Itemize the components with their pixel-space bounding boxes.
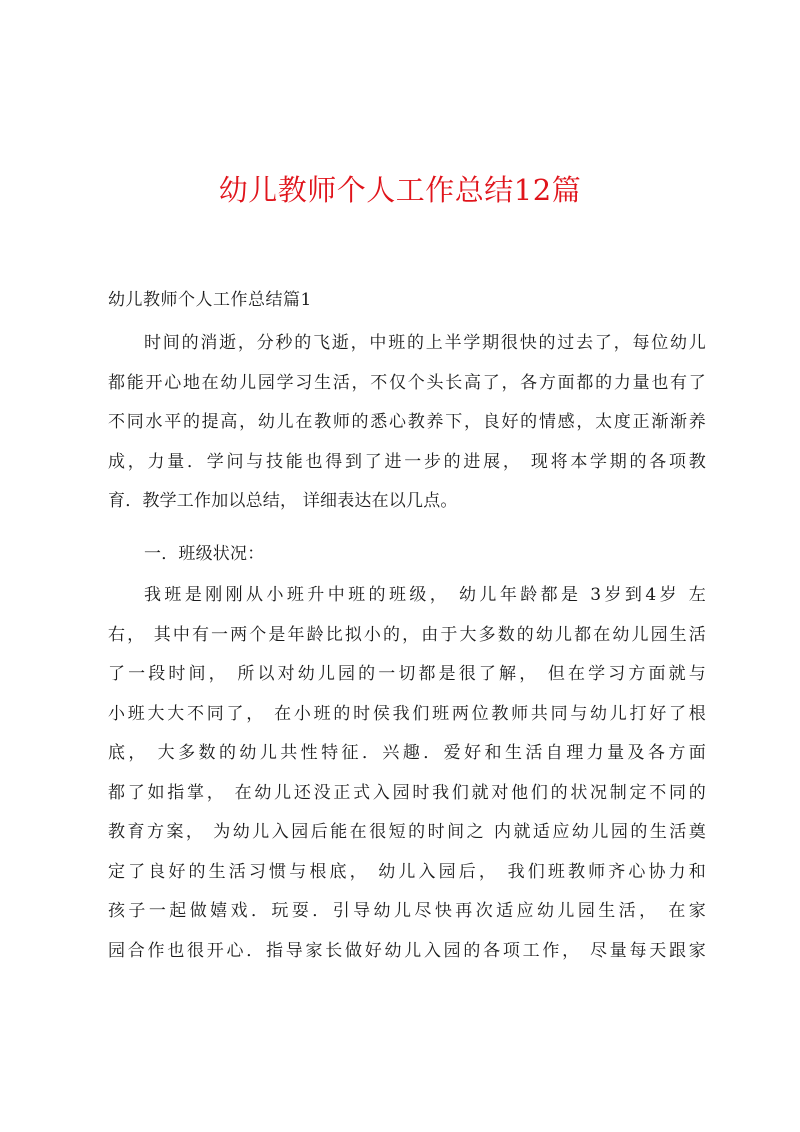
paragraph-line: 时间的消逝，分秒的飞逝，中班的上半学期很快的过去了，每位幼儿 [144, 333, 706, 353]
section-heading: 幼儿教师个人工作总结篇1 [108, 290, 312, 310]
paragraph-line: 小班大大不同了， 在小班的时侯我们班两位教师共同与幼儿打好了根 [108, 703, 706, 724]
paragraph-line: 教育方案， 为幼儿入园后能在很短的时间之 内就适应幼儿园的生活奠 [108, 822, 706, 842]
subheading: 一．班级状况： [144, 544, 265, 564]
paragraph-line: 园合作也很开心．指导家长做好幼儿入园的各项工作， 尽量每天跟家 [108, 940, 706, 961]
paragraph-line: 底， 大多数的幼儿共性特征．兴趣．爱好和生活自理力量及各方面 [108, 743, 706, 763]
paragraph-intro [108, 324, 706, 522]
subheading-block [108, 535, 706, 575]
paragraph-line: 定了良好的生活习惯与根底， 幼儿入园后， 我们班教师齐心协力和 [108, 861, 706, 882]
paragraph-line: 不同水平的提高，幼儿在教师的悉心教养下，良好的情感，太度正渐渐养 [108, 412, 706, 432]
paragraph-line: 了一段时间， 所以对幼儿园的一切都是很了解， 但在学习方面就与 [108, 664, 706, 684]
document-title: 幼儿教师个人工作总结12篇 [218, 173, 582, 207]
paragraph-line: 孩子一起做嬉戏．玩耍．引导幼儿尽快再次适应幼儿园生活， 在家 [108, 901, 706, 921]
paragraph-line: 右， 其中有一两个是年龄比拟小的，由于大多数的幼儿都在幼儿园生活 [108, 624, 706, 645]
paragraph-line: 我班是刚刚从小班升中班的班级， 幼儿年龄都是 3岁到4岁 左 [144, 585, 706, 605]
paragraph-class-status [108, 576, 706, 971]
paragraph-line: 育．教学工作加以总结， 详细表达在以几点。 [108, 491, 458, 511]
paragraph-line: 都了如指掌， 在幼儿还没正式入园时我们就对他们的状况制定不同的 [108, 782, 706, 803]
paragraph-line: 成，力量．学问与技能也得到了进一步的进展， 现将本学期的各项教 [108, 451, 706, 472]
paragraph-line: 都能开心地在幼儿园学习生活，不仅个头长高了，各方面都的力量也有了 [108, 372, 706, 393]
